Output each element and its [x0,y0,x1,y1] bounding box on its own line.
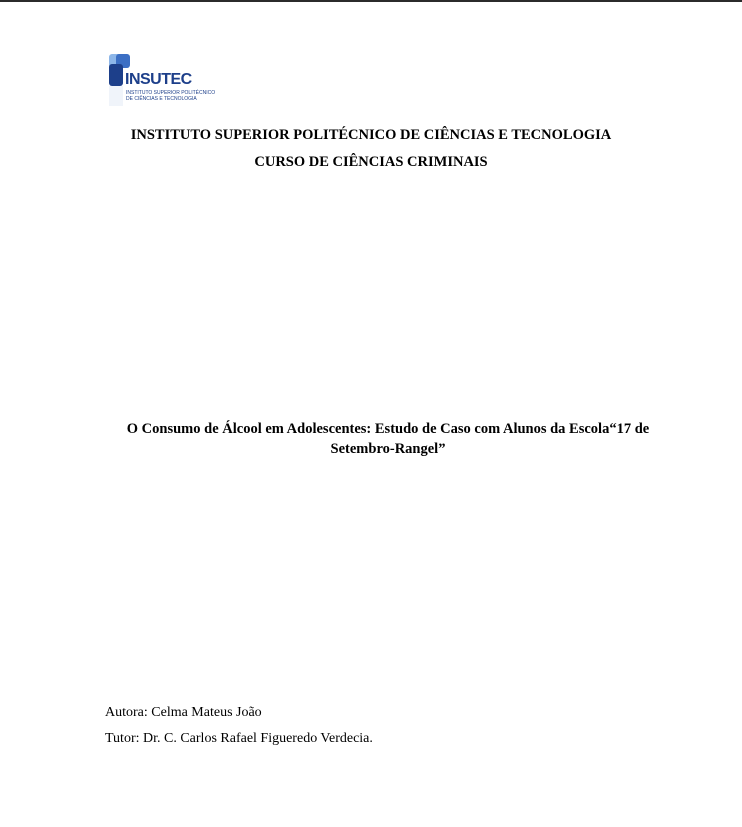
document-title-line-2: Setembro-Rangel” [330,441,446,457]
logo-wordmark: INSUTEC [125,71,192,88]
institution-name: INSTITUTO SUPERIOR POLITÉCNICO DE CIÊNCIAS E TECNOLOGIA [130,127,612,143]
logo-subtitle [126,90,215,102]
tutor-line: Tutor: Dr. C. Carlos Rafael Figueredo Verdecia. [105,731,373,746]
author-line: Autora: Celma Mateus João [105,705,262,720]
document-title-line-1: O Consumo de Álcool em Adolescentes: Estudo de Caso com Alunos da Escola“17 de [126,421,650,437]
course-name: CURSO DE CIÊNCIAS CRIMINAIS [254,154,488,170]
logo-subtitle-line-1: INSTITUTO SUPERIOR POLITÉCNICO [126,90,216,96]
document-page [0,2,742,827]
logo-subtitle-line-2: DE CIÊNCIAS E TECNOLOGIA [126,96,197,102]
insutec-logo [107,52,216,110]
document-title [110,419,666,459]
